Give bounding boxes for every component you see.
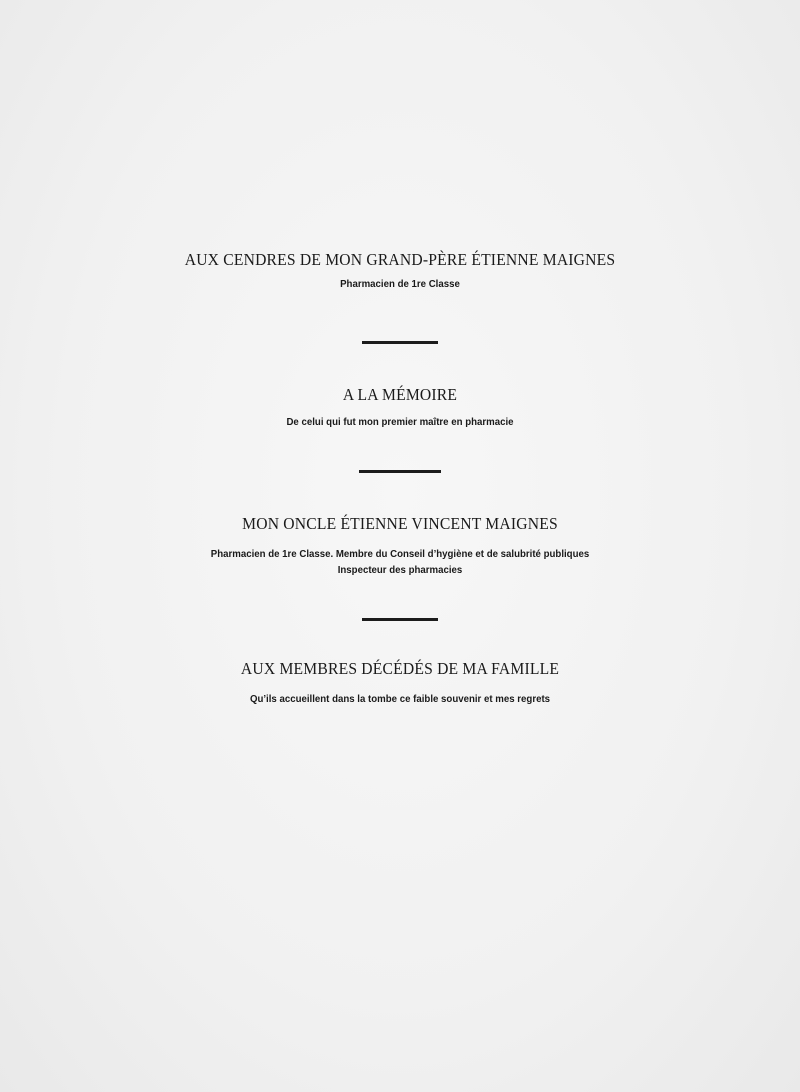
dedication-heading: MON ONCLE ÉTIENNE VINCENT MAIGNES: [242, 514, 558, 533]
dedication-subtitle: De celui qui fut mon premier maître en pharmacie: [286, 416, 514, 428]
dedication-memory: [0, 385, 800, 430]
dedication-family: [0, 659, 800, 707]
dedication-uncle: [0, 514, 800, 578]
dedication-subtitle: Qu’ils accueillent dans la tombe ce faible souvenir et mes regrets: [249, 693, 551, 705]
dedication-grandfather: [0, 250, 800, 292]
dedication-heading: AUX MEMBRES DÉCÉDÉS DE MA FAMILLE: [240, 659, 560, 678]
dedication-heading: AUX CENDRES DE MON GRAND-PÈRE ÉTIENNE MAIGNES: [184, 250, 616, 269]
separator-rule: [362, 341, 438, 344]
separator-rule: [362, 618, 438, 621]
dedication-subtitle: Pharmacien de 1re Classe. Membre du Conseil d’hygiène et de salubrité publiques: [210, 548, 590, 560]
dedication-subtitle: Inspecteur des pharmacies: [337, 564, 463, 576]
separator-rule: [359, 470, 441, 473]
dedication-heading: A LA MÉMOIRE: [342, 385, 458, 404]
dedication-subtitle: Pharmacien de 1re Classe: [340, 278, 460, 290]
